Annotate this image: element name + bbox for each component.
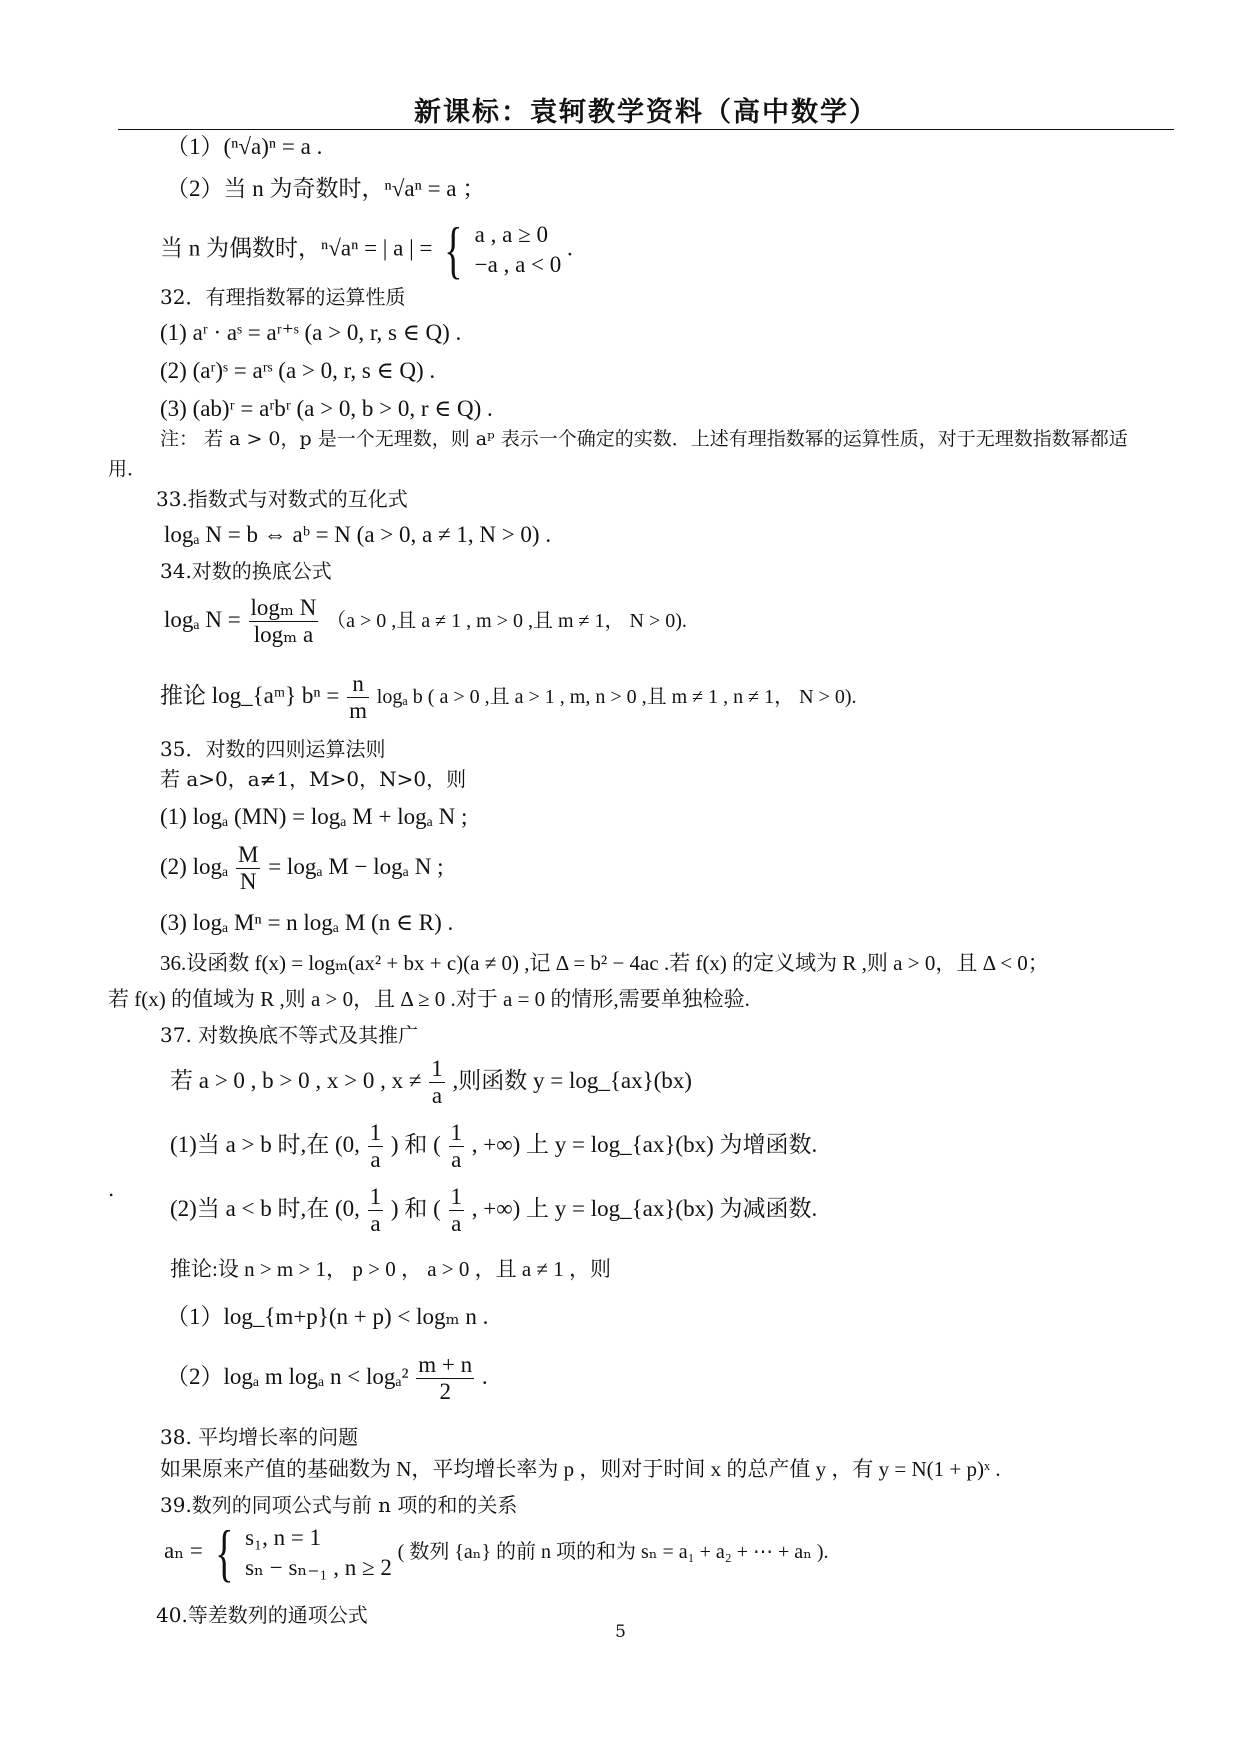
formula-segment: , +∞) 上 y = log_{ax}(bx) 为增函数. (471, 1132, 818, 1157)
fraction-denominator: a (451, 1211, 462, 1237)
section-heading-37: 37. 对数换底不等式及其推广 (160, 1023, 419, 1047)
fraction-denominator: m (349, 698, 368, 724)
formula-change-of-base-corollary (160, 666, 857, 727)
fraction (429, 1056, 445, 1109)
formula-increasing-case (170, 1110, 817, 1180)
formula-exp-rule-2: (2) (aʳ)ˢ = aʳˢ (a > 0, r, s ∈ Q) . (160, 358, 436, 383)
section-heading-36: 36.设函数 f(x) = logₘ(ax² + bx + c)(a ≠ 0) ,记 Δ = b² − 4ac .若 f(x) 的定义域为 R ,则 a > 0，且 Δ < 0； (160, 951, 1049, 975)
fraction-denominator: logₘ a (253, 622, 314, 648)
formula-change-of-base (164, 590, 687, 651)
quadratic-range-condition: 若 f(x) 的值域为 R ,则 a > 0，且 Δ ≥ 0 .对于 a = 0 的情形,需要单独检验. (108, 987, 750, 1011)
page-number: 5 (615, 1622, 626, 1642)
formula-segment: , +∞) 上 y = log_{ax}(bx) 为减函数. (471, 1196, 818, 1221)
header-divider (118, 129, 1174, 130)
case-line: −a , a < 0 (474, 252, 562, 277)
fraction (347, 671, 369, 724)
formula-lhs: logₐ N = (164, 607, 241, 632)
corollary-inequality-2 (166, 1344, 488, 1410)
case-line: a , a ≥ 0 (474, 222, 548, 247)
even-root-lhs: 当 n 为偶数时，ⁿ√aⁿ = | a | = (160, 235, 433, 261)
formula-lhs: 若 a > 0 , b > 0 , x > 0 , x ≠ (170, 1068, 422, 1093)
fraction (416, 1352, 474, 1405)
fraction-numerator: n (347, 671, 369, 698)
formula-condition: logₐ b ( a > 0 ,且 a > 1 , m, n > 0 ,且 m ≠ 1 , n ≠ 1， N > 0). (376, 686, 857, 708)
fraction (449, 1120, 465, 1173)
page-title: 新课标：袁轲教学资料（高中数学） (414, 97, 878, 128)
corollary-inequality-1: （1）log_{m+p}(n + p) < logₘ n . (166, 1304, 489, 1329)
growth-rate-formula: 如果原来产值的基础数为 N，平均增长率为 p ，则对于时间 x 的总产值 y ，有 y = N(1 + p)ˣ . (160, 1457, 1001, 1481)
fraction-numerator: logₘ N (250, 595, 317, 621)
formula-condition: ( 数列 {aₙ} 的前 n 项的和为 sₙ = a₁ + a₂ + ⋯ + aₙ ). (397, 1541, 829, 1563)
fraction-numerator: m + n (418, 1352, 473, 1378)
section-heading-33: 33.指数式与对数式的互化式 (156, 487, 408, 511)
formula-lhs: aₙ = (164, 1538, 203, 1563)
formula-odd-root: （2）当 n 为奇数时，ⁿ√aⁿ = a ； (166, 176, 486, 201)
formula-lhs: 推论 log_{aᵐ} bⁿ = (160, 683, 340, 708)
formula-log-product: (1) logₐ (MN) = logₐ M + logₐ N ; (160, 804, 468, 829)
note-irrational-exponent: 注： 若 a > 0，p 是一个无理数，则 aᵖ 表示一个确定的实数．上述有理指数幂的运算性质，对于无理数指数幂都适用． (108, 428, 1128, 480)
section-heading-32: 32．有理指数幂的运算性质 (160, 285, 406, 309)
formula-decreasing-case (170, 1174, 817, 1244)
formula-exp-rule-1: (1) aʳ · aˢ = aʳ⁺ˢ (a > 0, r, s ∈ Q) . (160, 320, 462, 345)
formula-root-power: （1）(ⁿ√a)ⁿ = a . (166, 134, 323, 159)
formula-even-root: 当 n 为偶数时，ⁿ√aⁿ = | a | = { a , a ≥ 0 −a , a < 0 . (160, 214, 573, 285)
case-line: sₙ − sₙ₋₁ , n ≥ 2 (245, 1554, 392, 1580)
formula-sequence-term (164, 1516, 829, 1588)
fraction-numerator: 1 (369, 1120, 382, 1146)
left-brace: { (444, 214, 463, 285)
fraction-numerator: 1 (369, 1184, 382, 1210)
fraction-numerator: 1 (450, 1184, 462, 1210)
formula-segment: . (481, 1364, 488, 1389)
fraction (236, 842, 260, 895)
formula-rhs: = logₐ M − logₐ N ; (268, 854, 444, 879)
sequence-cases (245, 1523, 392, 1583)
fraction-numerator: 1 (431, 1056, 443, 1082)
fraction-denominator: a (431, 1083, 443, 1109)
fraction-denominator: 2 (439, 1379, 451, 1405)
formula-segment: （2）logₐ m logₐ n < logₐ² (166, 1364, 409, 1389)
formula-rhs: ,则函数 y = log_{ax}(bx) (452, 1068, 692, 1093)
fraction-numerator: 1 (450, 1120, 462, 1146)
corollary-condition: 推论:设 n > m > 1， p > 0 ， a > 0 ，且 a ≠ 1 ，则 (170, 1257, 611, 1281)
fraction-denominator: N (239, 869, 257, 895)
section-heading-35: 35．对数的四则运算法则 (160, 737, 386, 761)
formula-log-quotient (160, 832, 443, 902)
fraction (249, 595, 319, 648)
section-heading-40: 40.等差数列的通项公式 (156, 1603, 368, 1627)
formula-exp-rule-3: (3) (ab)ʳ = aʳbʳ (a > 0, b > 0, r ∈ Q) . (160, 396, 493, 421)
fraction-denominator: a (370, 1211, 381, 1237)
fraction-numerator: M (238, 842, 259, 868)
fraction (449, 1184, 465, 1237)
fraction-denominator: a (451, 1147, 462, 1173)
left-brace: { (214, 1516, 234, 1588)
formula-log-inequality-premise (170, 1046, 692, 1116)
fraction (368, 1120, 384, 1173)
formula-log-exp-conversion: logₐ N = b ⇔ aᵇ = N (a > 0, a ≠ 1, N > 0) . (164, 522, 552, 547)
even-root-cases (475, 220, 562, 280)
stray-dot: . (108, 1177, 115, 1201)
fraction-denominator: a (370, 1147, 381, 1173)
fraction (368, 1184, 384, 1237)
case-line: s₁, n = 1 (245, 1524, 322, 1550)
formula-segment: ) 和 ( (390, 1132, 441, 1157)
section-heading-38: 38. 平均增长率的问题 (160, 1425, 359, 1449)
formula-segment: (1)当 a > b 时,在 (0, (170, 1132, 360, 1157)
formula-lhs: (2) logₐ (160, 854, 229, 879)
formula-condition: （a > 0 ,且 a ≠ 1 , m > 0 ,且 m ≠ 1， N > 0). (326, 610, 687, 632)
section-heading-34: 34.对数的换底公式 (160, 559, 332, 583)
formula-segment: ) 和 ( (390, 1196, 441, 1221)
formula-log-power: (3) logₐ Mⁿ = n logₐ M (n ∈ R) . (160, 910, 454, 935)
log-rules-condition: 若 a>0，a≠1，M>0，N>0，则 (160, 767, 467, 791)
section-heading-39: 39.数列的同项公式与前 n 项的和的关系 (160, 1493, 518, 1517)
formula-segment: (2)当 a < b 时,在 (0, (170, 1196, 360, 1221)
